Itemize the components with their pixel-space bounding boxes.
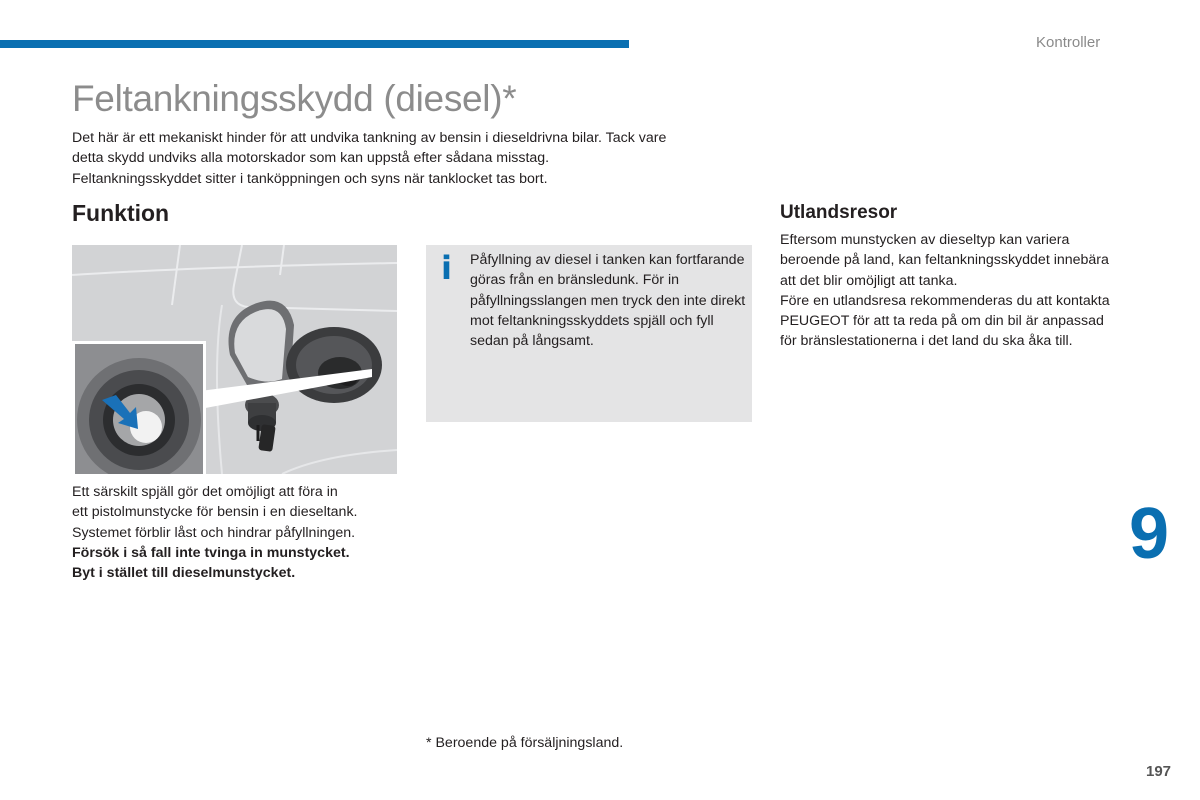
info-text: Påfyllning av diesel i tanken kan fortfarande göras från en bränsledunk. För in påfyllningsslangen men tryck den inte direkt mot feltankningsskyddets spjäll och fyll sedan på långsamt.	[470, 252, 746, 350]
info-icon: i	[441, 249, 452, 287]
utlandsresor-paragraph: Före en utlandsresa rekommenderas du att kontakta PEUGEOT för att ta reda på om din bil är anpassad för bränslestationerna i det land du ska åka till.	[780, 292, 1110, 350]
section-label: Kontroller	[1036, 34, 1101, 51]
utlandsresor-text	[780, 230, 1120, 352]
utlandsresor-heading: Utlandsresor	[780, 202, 898, 223]
funktion-caption	[72, 482, 402, 583]
fuel-filler-illustration	[72, 245, 397, 474]
page-number: 197	[1146, 763, 1172, 780]
page-title: Feltankningsskydd (diesel)*	[72, 78, 517, 119]
chapter-number: 9	[1129, 494, 1170, 574]
caption-line: ett pistolmunstycke för bensin i en dieseltank.	[72, 504, 358, 521]
header-accent-bar	[0, 40, 629, 48]
intro-paragraph	[72, 128, 752, 189]
info-box	[426, 245, 752, 422]
intro-line: Feltankningsskyddet sitter i tanköppningen och syns när tanklocket tas bort.	[72, 170, 548, 187]
caption-line: Systemet förblir låst och hindrar påfyllningen.	[72, 524, 356, 541]
intro-line: detta skydd undviks alla motorskador som kan uppstå efter sådana misstag.	[72, 150, 550, 167]
intro-line: Det här är ett mekaniskt hinder för att undvika tankning av bensin i dieseldrivna bilar. Tack vare	[72, 130, 667, 146]
caption-warning-line: Byt i stället till dieselmunstycket.	[72, 565, 296, 582]
caption-warning-line: Försök i så fall inte tvinga in munstycket.	[72, 544, 350, 561]
funktion-heading: Funktion	[72, 200, 170, 226]
caption-line: Ett särskilt spjäll gör det omöjligt att föra in	[72, 484, 338, 500]
footnote: * Beroende på försäljningsland.	[426, 735, 624, 751]
utlandsresor-paragraph: Eftersom munstycken av dieseltyp kan variera beroende på land, kan feltankningsskyddet innebära att det blir omöjligt att tanka.	[780, 232, 1109, 289]
